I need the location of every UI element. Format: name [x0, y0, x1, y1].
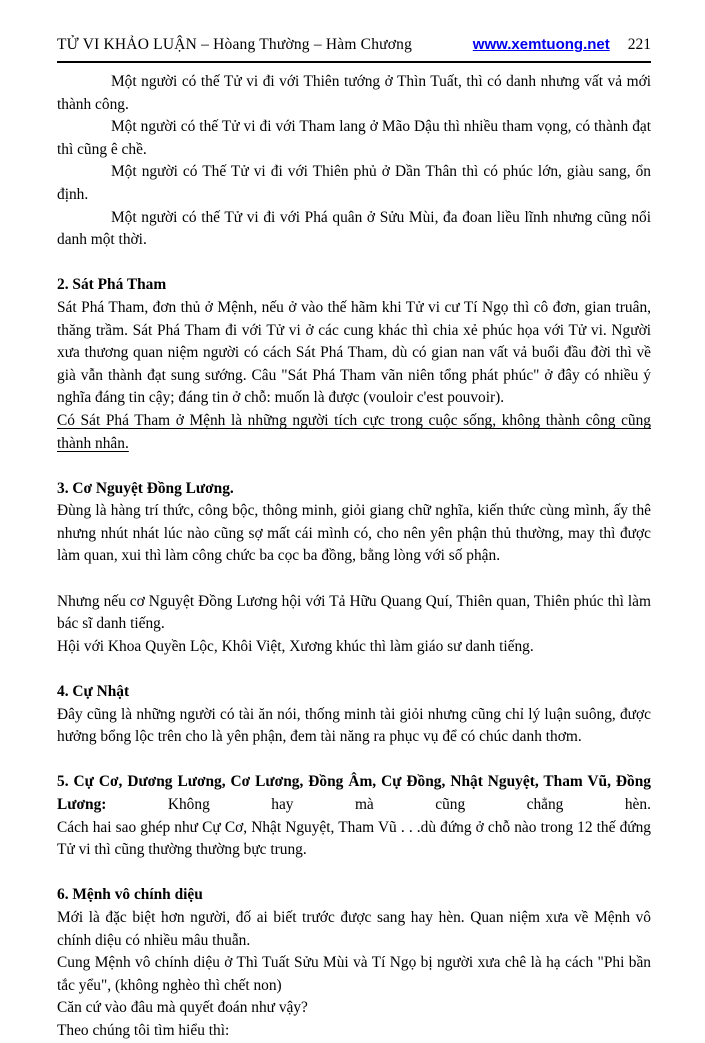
section-heading-line1: 5. Cự Cơ, Dương Lương, Cơ Lương, Đồng Âm, Cự Đồng, Nhật Nguyệt, Tham Vũ, Đồng [57, 773, 651, 791]
header-divider [57, 61, 651, 63]
underlined-sentence: Có Sát Phá Tham ở Mệnh là những người tích cực trong cuộc sống, không thành công cũng thành nhân. [57, 411, 651, 452]
section-paragraph: Cung Mệnh vô chính diệu ở Thì Tuất Sửu Mùi và Tí Ngọ bị người xưa chê là hạ cách "Phi bần tắc yểu", (không nghèo thì chết non) [57, 954, 651, 994]
heading-word: Lương: [57, 796, 107, 813]
section-heading: 2. Sát Phá Tham [57, 276, 167, 294]
spread-word: cũng [435, 796, 466, 813]
section-paragraph: Nhưng nếu cơ Nguyệt Đồng Lương hội với Tả Hữu Quang Quí, Thiên quan, Thiên phúc thì làm bác sĩ danh tiếng. [57, 592, 651, 633]
section-sat-pha-tham [57, 274, 651, 455]
section-heading: 6. Mệnh vô chính diệu [57, 886, 203, 904]
page-number: 221 [627, 36, 651, 53]
section-paragraph: Hội với Khoa Quyền Lộc, Khôi Việt, Xương khúc thì làm giáo sư danh tiếng. [57, 637, 534, 655]
spread-word: chẳng [526, 796, 564, 813]
section-body: Đùng là hàng trí thức, công bộc, thông minh, giỏi giang chữ nghĩa, kiến thức cùng mình, ấy thê nhưng nhút nhát lúc nào cũng sợ mất cái mình có, cho nên yên phận thủ thường, may thì được làm quan, xui thì làm công chức ba cọc ba đồng, bằng lòng với số phận. [57, 502, 651, 565]
section-heading-line2 [57, 794, 651, 817]
section-heading: 4. Cự Nhật [57, 683, 130, 701]
section-co-nguyet-dong-luong [57, 478, 651, 659]
section-paragraph: Mới là đặc biệt hơn người, đố ai biết trước được sang hay hèn. Quan niệm xưa về Mệnh vô chính diệu có nhiều mâu thuẫn. [57, 908, 651, 949]
intro-paragraph-2: Một người có thế Tử vi đi với Tham lang ở Mão Dậu thì nhiều tham vọng, có thành đạt thì cũng ê chề. [57, 118, 651, 158]
intro-paragraph-3: Một người có Thế Tử vi đi với Thiên phủ ở Dần Thân thì có phúc lớn, giàu sang, ổn định. [57, 163, 651, 203]
section-paragraph: Cách hai sao ghép như Cự Cơ, Nhật Nguyệt, Tham Vũ . . .dù đứng ở chỗ nào trong 12 thế đứng Tử vi thì cũng thường thường bực trung. [57, 818, 651, 859]
section-paragraph: Theo chúng tôi tìm hiểu thì: [57, 1021, 230, 1039]
section-cu-co-duong-luong [57, 771, 651, 861]
site-link[interactable]: www.xemtuong.net [472, 36, 610, 53]
spread-word: Không [167, 796, 210, 813]
spread-word: hèn. [624, 796, 651, 813]
spread-word: mà [354, 796, 374, 813]
page-header [57, 36, 651, 54]
section-body: Đây cũng là những người có tài ăn nói, thống minh tài giỏi nhưng cũng chỉ lý luận suông, được hưởng bổng lộc trên cho là yên phận, đem tài năng ra phục vụ để có chúc danh thơm. [57, 705, 651, 746]
section-heading: 3. Cơ Nguyệt Đồng Lương. [57, 479, 234, 497]
document-content [57, 71, 651, 1043]
header-title: TỬ VI KHẢO LUẬN – Hòang Thường – Hàm Chương [57, 36, 413, 53]
section-paragraph: Căn cứ vào đâu mà quyết đoán như vậy? [57, 999, 308, 1017]
section-menh-vo-chinh-dieu [57, 884, 651, 1042]
section-body: Sát Phá Tham, đơn thủ ở Mệnh, nếu ở vào thế hãm khi Tử vi cư Tí Ngọ thì cô đơn, gian truân, thăng trầm. Sát Phá Tham đi với Tử vi ở các cung khác thì chia xẻ phúc họa với Tử vi. Người xưa thương quan niệm người có cách Sát Phá Tham, dù có gian nan vất vả buổi đầu đời thì về già vẫn thành đạt sung sướng. Câu "Sát Phá Tham vãn niên tổng phát phúc" ở đây có nhiều ý nghĩa đáng tin cậy; đáng tin ở chỗ: muốn là được (vouloir c'est pouvoir). [57, 298, 651, 407]
spread-word: hay [271, 796, 294, 813]
section-cu-nhat [57, 681, 651, 749]
intro-paragraph-1: Một người có thế Tử vi đi với Thiên tướng ở Thìn Tuất, thì có danh nhưng vất vả mới thành công. [57, 73, 651, 113]
intro-paragraph-4: Một người có thế Tử vi đi với Phá quân ở Sửu Mùi, đa đoan liều lĩnh nhưng cũng nổi danh một thời. [57, 208, 651, 249]
